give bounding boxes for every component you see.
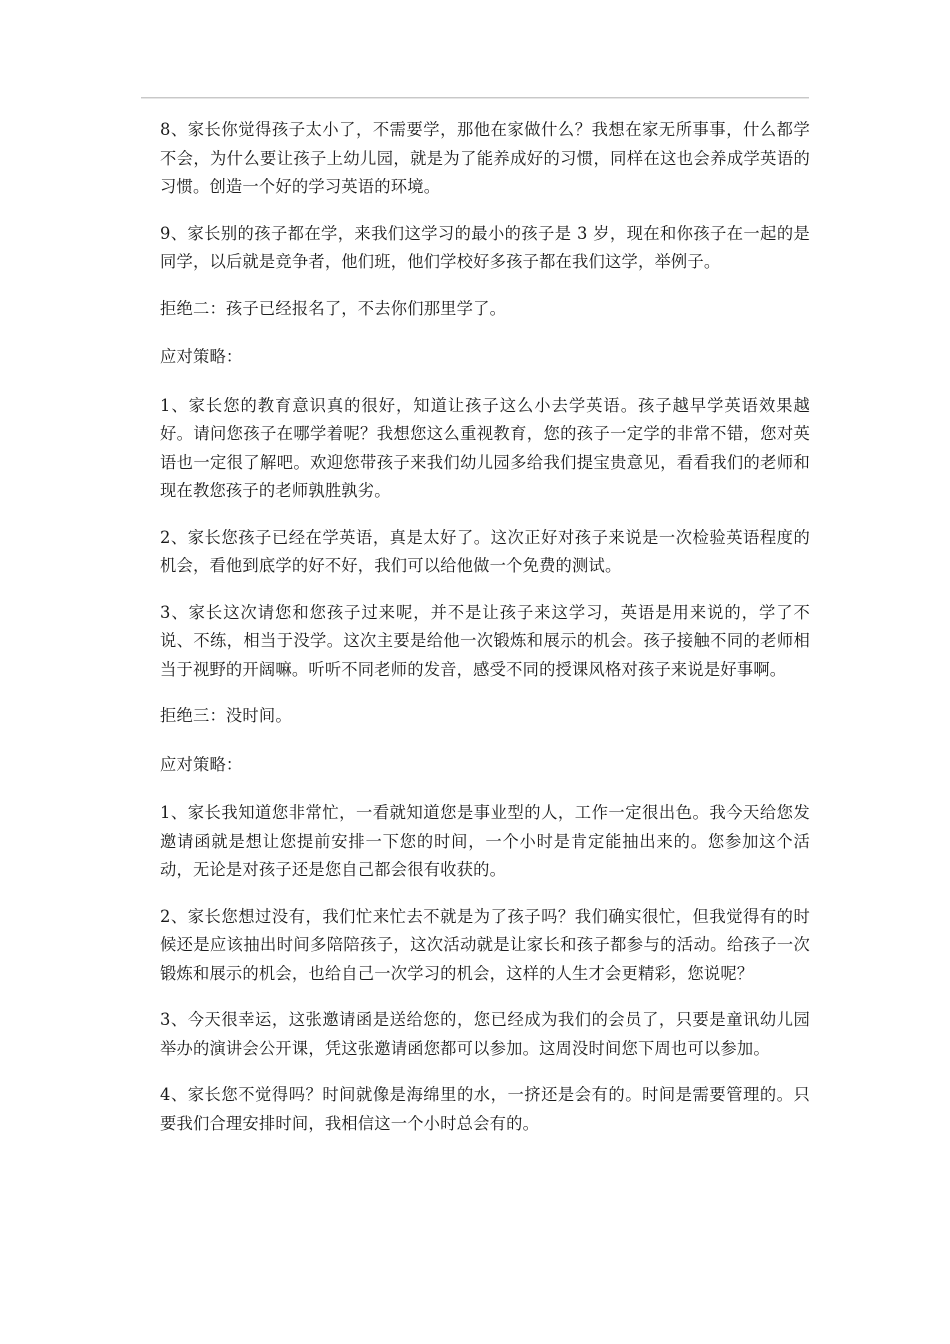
strategy-item-3: 3、家长这次请您和您孩子过来呢，并不是让孩子来这学习，英语是用来说的，学了不说、不练，相当于没学。这次主要是给他一次锻炼和展示的机会。孩子接触不同的老师相当于视野的开阔嘛。听听不同老师的发音，感受不同的授课风格对孩子来说是好事啊。 <box>160 602 810 679</box>
section-heading-refusal-3: 拒绝三：没时间。 <box>160 706 292 725</box>
paragraph-8: 8、家长你觉得孩子太小了，不需要学，那他在家做什么？我想在家无所事事，什么都学不会，为什么要让孩子上幼儿园，就是为了能养成好的习惯，同样在这也会养成学英语的习惯。创造一个好的学习英语的环境。 <box>160 120 810 196</box>
strategy-label: 应对策略： <box>160 347 243 366</box>
paragraph-9: 9、家长别的孩子都在学，来我们这学习的最小的孩子是 3 岁，现在和你孩子在一起的是同学，以后就是竞争者，他们班，他们学校好多孩子都在我们这学，举例子。 <box>160 223 810 271</box>
strategy-item-3: 3、今天很幸运，这张邀请函是送给您的，您已经成为我们的会员了，只要是童讯幼儿园举办的演讲会公开课，凭这张邀请函您都可以参加。这周没时间您下周也可以参加。 <box>160 1010 810 1058</box>
strategy-item-1: 1、家长您的教育意识真的很好，知道让孩子这么小去学英语。孩子越早学英语效果越好。请问您孩子在哪学着呢？我想您这么重视教育，您的孩子一定学的非常不错，您对英语也一定很了解吧。欢迎您带孩子来我们幼儿园多给我们提宝贵意见，看看我们的老师和现在教您孩子的老师孰胜孰劣。 <box>160 395 810 500</box>
section-heading-refusal-2: 拒绝二：孩子已经报名了，不去你们那里学了。 <box>160 298 507 318</box>
strategy-item-4: 4、家长您不觉得吗？时间就像是海绵里的水，一挤还是会有的。时间是需要管理的。只要我们合理安排时间，我相信这一个小时总会有的。 <box>160 1085 810 1133</box>
header-rule <box>141 97 809 99</box>
document-body <box>160 116 810 1156</box>
strategy-item-2: 2、家长您想过没有，我们忙来忙去不就是为了孩子吗？我们确实很忙，但我觉得有的时候还是应该抽出时间多陪陪孩子，这次活动就是让家长和孩子都参与的活动。给孩子一次锻炼和展示的机会，也给自己一次学习的机会，这样的人生才会更精彩，您说呢？ <box>160 906 810 983</box>
strategy-item-1: 1、家长我知道您非常忙，一看就知道您是事业型的人，工作一定很出色。我今天给您发邀请函就是想让您提前安排一下您的时间，一个小时是肯定能抽出来的。您参加这个活动，无论是对孩子还是您自己都会很有收获的。 <box>160 803 810 879</box>
strategy-item-2: 2、家长您孩子已经在学英语，真是太好了。这次正好对孩子来说是一次检验英语程度的机会，看他到底学的好不好，我们可以给他做一个免费的测试。 <box>160 527 810 575</box>
strategy-label: 应对策略： <box>160 754 243 774</box>
